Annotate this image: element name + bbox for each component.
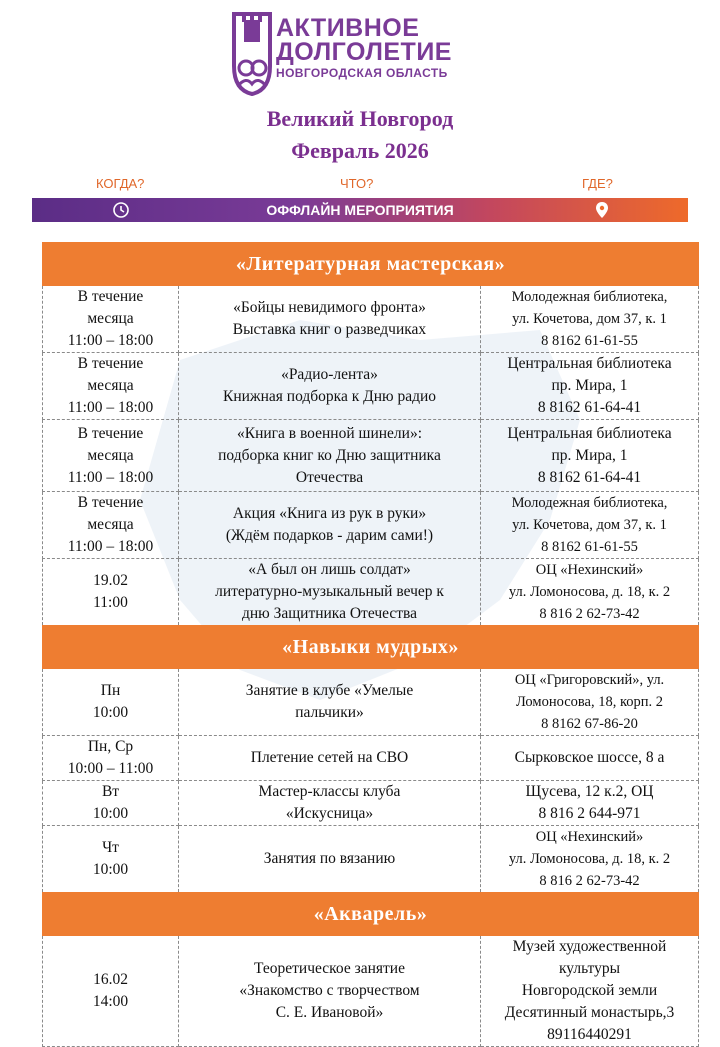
event-row bbox=[43, 781, 699, 826]
event-where-line: ул. Кочетова, дом 37, к. 1 bbox=[512, 517, 667, 533]
location-pin-icon bbox=[594, 201, 610, 219]
event-where-line: ОЦ «Нехинский» bbox=[535, 829, 644, 845]
event-where bbox=[481, 781, 699, 826]
event-what-line: Мастер-классы клуба bbox=[258, 783, 401, 800]
event-when-line: 10:00 bbox=[92, 805, 129, 822]
event-row bbox=[43, 669, 699, 736]
event-where-line: Сырковское шоссе, 8 а bbox=[514, 749, 665, 766]
event-where-line: Новгородской земли bbox=[521, 982, 658, 999]
event-when bbox=[43, 420, 179, 492]
section-title: «Литературная мастерская» bbox=[43, 243, 699, 286]
event-where-line: ул. Кочетова, дом 37, к. 1 bbox=[512, 311, 667, 327]
event-what-line: Теоретическое занятие bbox=[254, 960, 405, 977]
section-header bbox=[43, 626, 699, 669]
section-header bbox=[43, 243, 699, 286]
event-what bbox=[179, 936, 481, 1047]
event-where-line: Центральная библиотека bbox=[507, 355, 672, 372]
event-when bbox=[43, 492, 179, 559]
event-row bbox=[43, 736, 699, 781]
event-where-line: 8 8162 61-61-55 bbox=[541, 333, 638, 349]
event-where-line: Музей художественной bbox=[512, 938, 667, 955]
event-where bbox=[481, 669, 699, 736]
event-what bbox=[179, 736, 481, 781]
event-when-line: Вт bbox=[101, 783, 120, 800]
event-where bbox=[481, 559, 699, 626]
event-when bbox=[43, 286, 179, 353]
column-header-when: КОГДА? bbox=[96, 176, 145, 191]
event-where-line: ОЦ «Григоровский», ул. bbox=[514, 672, 665, 688]
event-when-line: месяца bbox=[87, 446, 134, 464]
event-what-line: Акция «Книга из рук в руки» bbox=[232, 505, 427, 522]
column-header-what: ЧТО? bbox=[340, 176, 374, 191]
event-row bbox=[43, 492, 699, 559]
event-what-line: С. Е. Ивановой» bbox=[275, 1004, 384, 1021]
event-where-line: 89116440291 bbox=[547, 1026, 632, 1043]
event-when-line: Чт bbox=[102, 839, 119, 856]
event-when-line: месяца bbox=[87, 516, 134, 533]
event-what-line: Выставка книг о разведчиках bbox=[232, 321, 427, 338]
event-where-line: 8 8162 67-86-20 bbox=[541, 716, 638, 732]
event-what bbox=[179, 286, 481, 353]
event-when bbox=[43, 669, 179, 736]
event-when-line: месяца bbox=[87, 377, 134, 394]
event-where-line: Щусева, 12 к.2, ОЦ bbox=[525, 783, 654, 800]
event-what bbox=[179, 669, 481, 736]
event-where-line: 8 816 2 62-73-42 bbox=[539, 873, 640, 889]
event-where bbox=[481, 736, 699, 781]
city-title: Великий Новгород bbox=[266, 106, 454, 131]
event-where-line: 8 816 2 644-971 bbox=[538, 805, 641, 822]
event-where bbox=[481, 353, 699, 420]
brand-line-3: НОВГОРОДСКАЯ ОБЛАСТЬ bbox=[276, 66, 448, 80]
event-where bbox=[481, 420, 699, 492]
event-row bbox=[43, 826, 699, 893]
event-what-line: подборка книг ко Дню защитника bbox=[218, 446, 441, 464]
event-where bbox=[481, 936, 699, 1047]
event-when-line: В течение bbox=[77, 288, 144, 305]
event-row bbox=[43, 420, 699, 492]
event-where-line: пр. Мира, 1 bbox=[551, 446, 628, 464]
event-where-line: ул. Ломоносова, д. 18, к. 2 bbox=[508, 584, 671, 600]
event-what-line: «Бойцы невидимого фронта» bbox=[233, 299, 426, 316]
event-what bbox=[179, 559, 481, 626]
event-when-line: Пн bbox=[100, 682, 121, 699]
event-when-line: 10:00 bbox=[92, 704, 129, 721]
event-where-line: культуры bbox=[558, 960, 621, 977]
event-when-line: В течение bbox=[77, 494, 144, 511]
offline-events-banner bbox=[32, 198, 688, 222]
event-when-line: 11:00 bbox=[93, 594, 128, 611]
brand-line-2: ДОЛГОЛЕТИЕ bbox=[276, 38, 452, 66]
event-what-line: «Книга в военной шинели»: bbox=[236, 424, 423, 442]
event-when-line: 11:00 – 18:00 bbox=[67, 399, 154, 416]
event-when bbox=[43, 826, 179, 893]
column-header-where: ГДЕ? bbox=[582, 176, 613, 191]
event-when-line: 14:00 bbox=[92, 993, 129, 1010]
section-header bbox=[43, 893, 699, 936]
event-where-line: Центральная библиотека bbox=[507, 424, 672, 442]
event-when-line: месяца bbox=[87, 310, 134, 327]
events-table bbox=[42, 242, 699, 1047]
event-when bbox=[43, 781, 179, 826]
event-what bbox=[179, 826, 481, 893]
event-what-line: дню Защитника Отечества bbox=[241, 605, 418, 622]
event-where-line: Молодежная библиотека, bbox=[511, 495, 668, 511]
event-when-line: 11:00 – 18:00 bbox=[67, 538, 154, 555]
event-when-line: 10:00 bbox=[92, 861, 129, 878]
event-what-line: литературно-музыкальный вечер к bbox=[215, 583, 444, 600]
event-when-line: 11:00 – 18:00 bbox=[67, 468, 154, 486]
event-where bbox=[481, 826, 699, 893]
event-where-line: 8 8162 61-64-41 bbox=[537, 399, 642, 416]
event-where-line: Десятинный монастырь,3 bbox=[504, 1004, 675, 1021]
event-what bbox=[179, 420, 481, 492]
event-where-line: 8 8162 61-61-55 bbox=[541, 539, 638, 555]
banner-label: ОФФЛАЙН МЕРОПРИЯТИЯ bbox=[266, 202, 454, 218]
event-row bbox=[43, 936, 699, 1047]
section-title: «Навыки мудрых» bbox=[43, 626, 699, 669]
month-title: Февраль 2026 bbox=[291, 138, 429, 163]
event-where bbox=[481, 492, 699, 559]
event-what-line: «Радио-лента» bbox=[281, 366, 378, 383]
event-where-line: ОЦ «Нехинский» bbox=[535, 562, 644, 578]
event-row bbox=[43, 286, 699, 353]
event-when bbox=[43, 559, 179, 626]
brand-line-1: АКТИВНОЕ bbox=[276, 14, 420, 42]
event-when-line: 16.02 bbox=[93, 971, 128, 988]
event-where-line: ул. Ломоносова, д. 18, к. 2 bbox=[508, 851, 671, 867]
event-what-line: Отечества bbox=[295, 468, 364, 486]
event-where-line: пр. Мира, 1 bbox=[551, 377, 628, 394]
event-what bbox=[179, 353, 481, 420]
event-when bbox=[43, 736, 179, 781]
event-what bbox=[179, 781, 481, 826]
event-where-line: 8 8162 61-64-41 bbox=[537, 468, 642, 486]
logo-emblem-icon bbox=[230, 10, 274, 96]
event-where-line: 8 816 2 62-73-42 bbox=[539, 606, 640, 622]
section-title: «Акварель» bbox=[43, 893, 699, 936]
event-what-line: «А был он лишь солдат» bbox=[248, 561, 411, 578]
event-what-line: «Знакомство с творчеством bbox=[239, 982, 420, 999]
event-row bbox=[43, 353, 699, 420]
event-what-line: Плетение сетей на СВО bbox=[250, 749, 409, 766]
event-what bbox=[179, 492, 481, 559]
event-what-line: Занятие в клубе «Умелые bbox=[245, 682, 414, 699]
event-when-line: Пн, Ср bbox=[87, 738, 134, 755]
event-when-line: 11:00 – 18:00 bbox=[67, 332, 154, 349]
event-when bbox=[43, 353, 179, 420]
event-when-line: В течение bbox=[77, 424, 144, 442]
event-what-line: Книжная подборка к Дню радио bbox=[222, 388, 437, 405]
event-where-line: Молодежная библиотека, bbox=[511, 289, 668, 305]
event-what-line: «Искусница» bbox=[285, 805, 374, 822]
event-what-line: пальчики» bbox=[295, 704, 364, 721]
event-when-line: 19.02 bbox=[93, 572, 128, 589]
event-row bbox=[43, 559, 699, 626]
event-when bbox=[43, 936, 179, 1047]
event-what-line: Занятия по вязанию bbox=[263, 850, 396, 867]
event-what-line: (Ждём подарков - дарим сами!) bbox=[225, 527, 434, 544]
event-when-line: 10:00 – 11:00 bbox=[67, 760, 154, 777]
event-where bbox=[481, 286, 699, 353]
event-where-line: Ломоносова, 18, корп. 2 bbox=[515, 694, 664, 710]
brand-logo bbox=[230, 10, 500, 96]
event-when-line: В течение bbox=[77, 355, 144, 372]
